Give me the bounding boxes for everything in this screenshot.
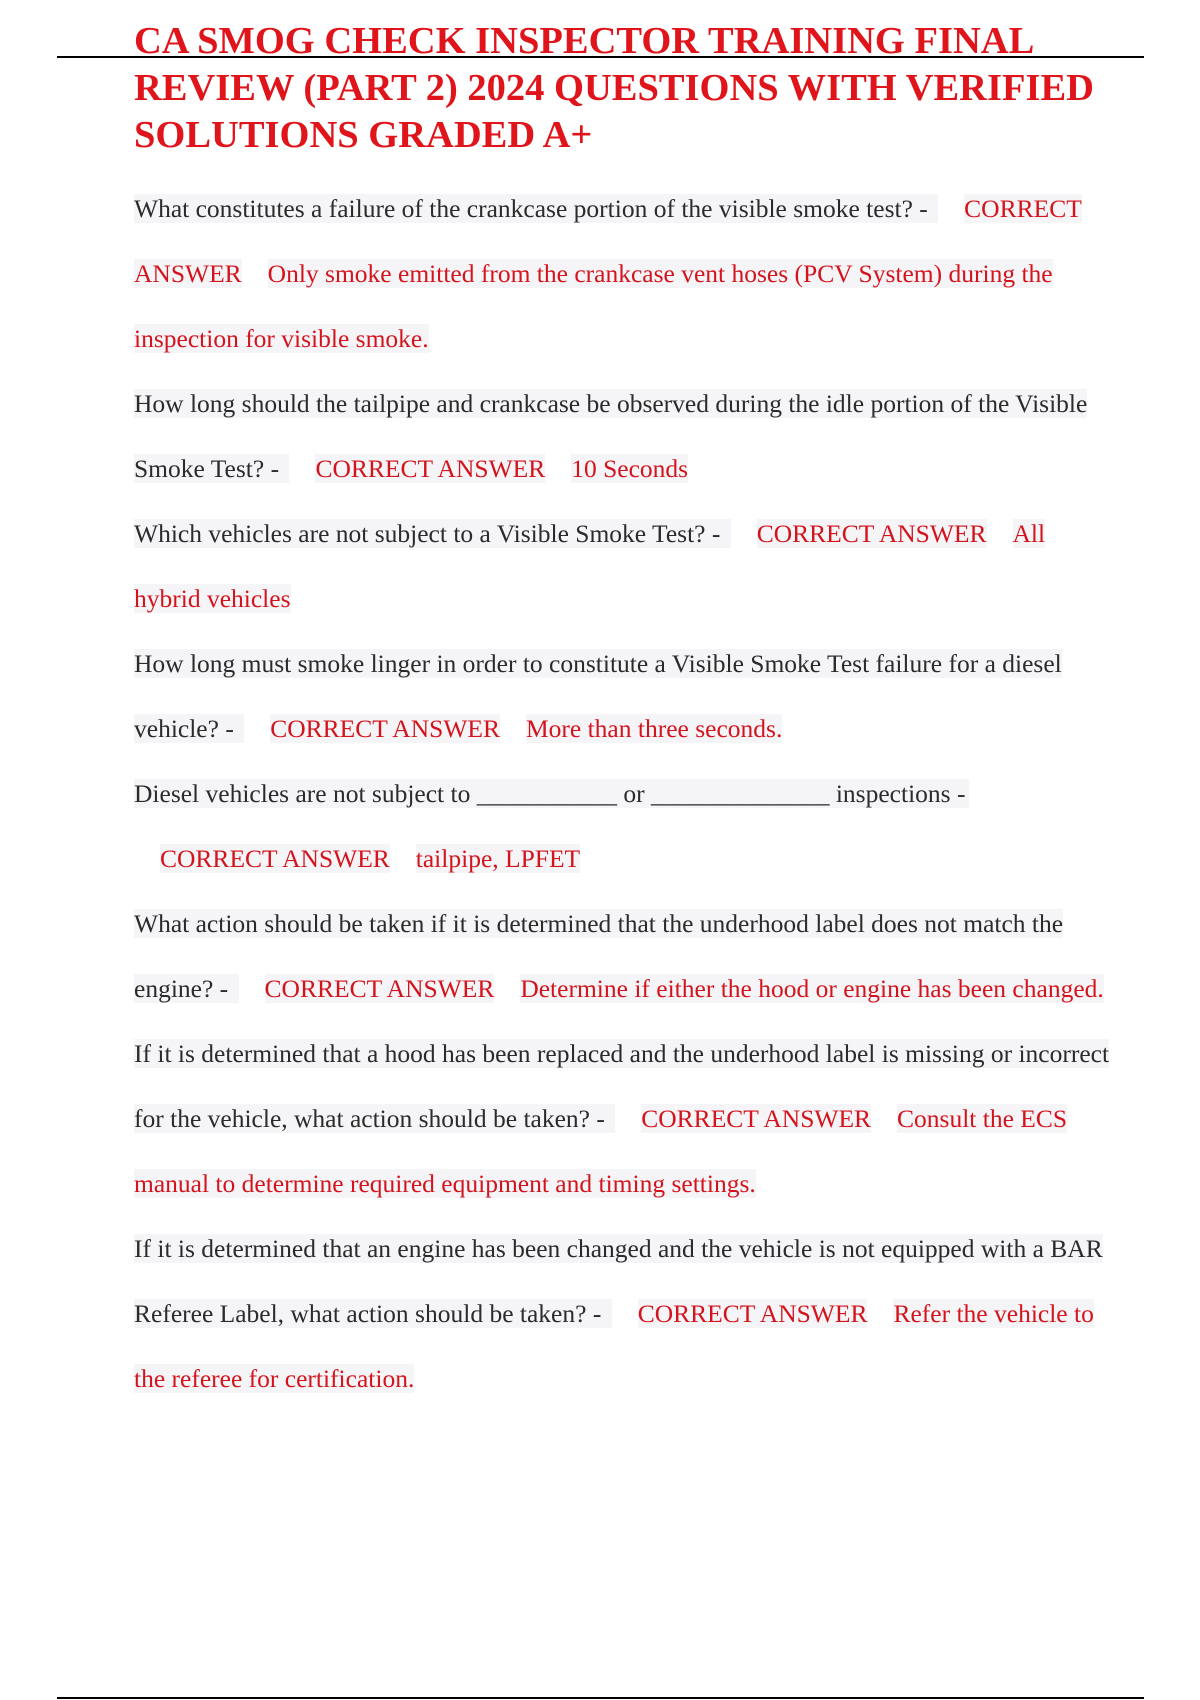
footer-rule xyxy=(57,1697,1144,1699)
qa-item-3 xyxy=(134,501,1114,631)
qa-item-8 xyxy=(134,1216,1114,1411)
answer-text: 10 Seconds xyxy=(571,454,689,483)
qa-item-5 xyxy=(134,761,1114,891)
question-separator: - xyxy=(219,714,244,743)
question-text: What action should be taken if it is determined that the underhood label does not match the engine? xyxy=(134,909,1064,1003)
correct-answer-label: CORRECT ANSWER xyxy=(160,844,390,873)
answer-text: Consult the ECS manual to determine required equipment and timing settings. xyxy=(134,1104,1068,1198)
qa-item-4 xyxy=(134,631,1114,761)
correct-answer-label: CORRECT ANSWER xyxy=(134,194,1082,288)
answer-text: Only smoke emitted from the crankcase vent hoses (PCV System) during the inspection for visible smoke. xyxy=(134,259,1053,353)
correct-answer-label: CORRECT ANSWER xyxy=(641,1104,872,1133)
qa-item-1 xyxy=(134,176,1114,371)
correct-answer-label: CORRECT ANSWER xyxy=(637,1299,868,1328)
qa-item-7 xyxy=(134,1021,1114,1216)
qa-list xyxy=(134,176,1114,1411)
question-separator: - xyxy=(213,974,238,1003)
correct-answer-label: CORRECT ANSWER xyxy=(270,714,500,743)
qa-item-2 xyxy=(134,371,1114,501)
answer-text: All hybrid vehicles xyxy=(134,519,1046,613)
correct-answer-label: CORRECT ANSWER xyxy=(264,974,495,1003)
question-text: Which vehicles are not subject to a Visible Smoke Test? xyxy=(134,519,706,548)
qa-item-6 xyxy=(134,891,1114,1021)
answer-text: Determine if either the hood or engine has been changed. xyxy=(520,974,1104,1003)
answer-text: More than three seconds. xyxy=(525,714,783,743)
question-separator: - xyxy=(590,1104,615,1133)
answer-text: tailpipe, LPFET xyxy=(415,844,581,873)
question-text: How long must smoke linger in order to constitute a Visible Smoke Test failure for a diesel vehicle? xyxy=(134,649,1062,743)
question-text: If it is determined that an engine has been changed and the vehicle is not equipped with a BAR Referee Label, what action should be taken? xyxy=(134,1234,1103,1328)
question-separator: - xyxy=(264,454,289,483)
question-separator: - xyxy=(705,519,730,548)
question-text: Diesel vehicles are not subject to ___________ or ______________ inspections xyxy=(134,779,951,808)
correct-answer-label: CORRECT ANSWER xyxy=(315,454,546,483)
question-text: What constitutes a failure of the crankcase portion of the visible smoke test? xyxy=(134,194,913,223)
question-separator: - xyxy=(586,1299,611,1328)
answer-text: Refer the vehicle to the referee for certification. xyxy=(134,1299,1094,1393)
question-separator: - xyxy=(951,779,970,808)
question-text: If it is determined that a hood has been replaced and the underhood label is missing or incorrect for the vehicle, what action should be taken? xyxy=(134,1039,1110,1133)
question-text: How long should the tailpipe and crankcase be observed during the idle portion of the Visible Smoke Test? xyxy=(134,389,1088,483)
document-title: CA SMOG CHECK INSPECTOR TRAINING FINAL REVIEW (PART 2) 2024 QUESTIONS WITH VERIFIED SOLUTIONS GRADED A+ xyxy=(134,20,1094,156)
question-separator: - xyxy=(913,194,938,223)
correct-answer-label: CORRECT ANSWER xyxy=(756,519,987,548)
